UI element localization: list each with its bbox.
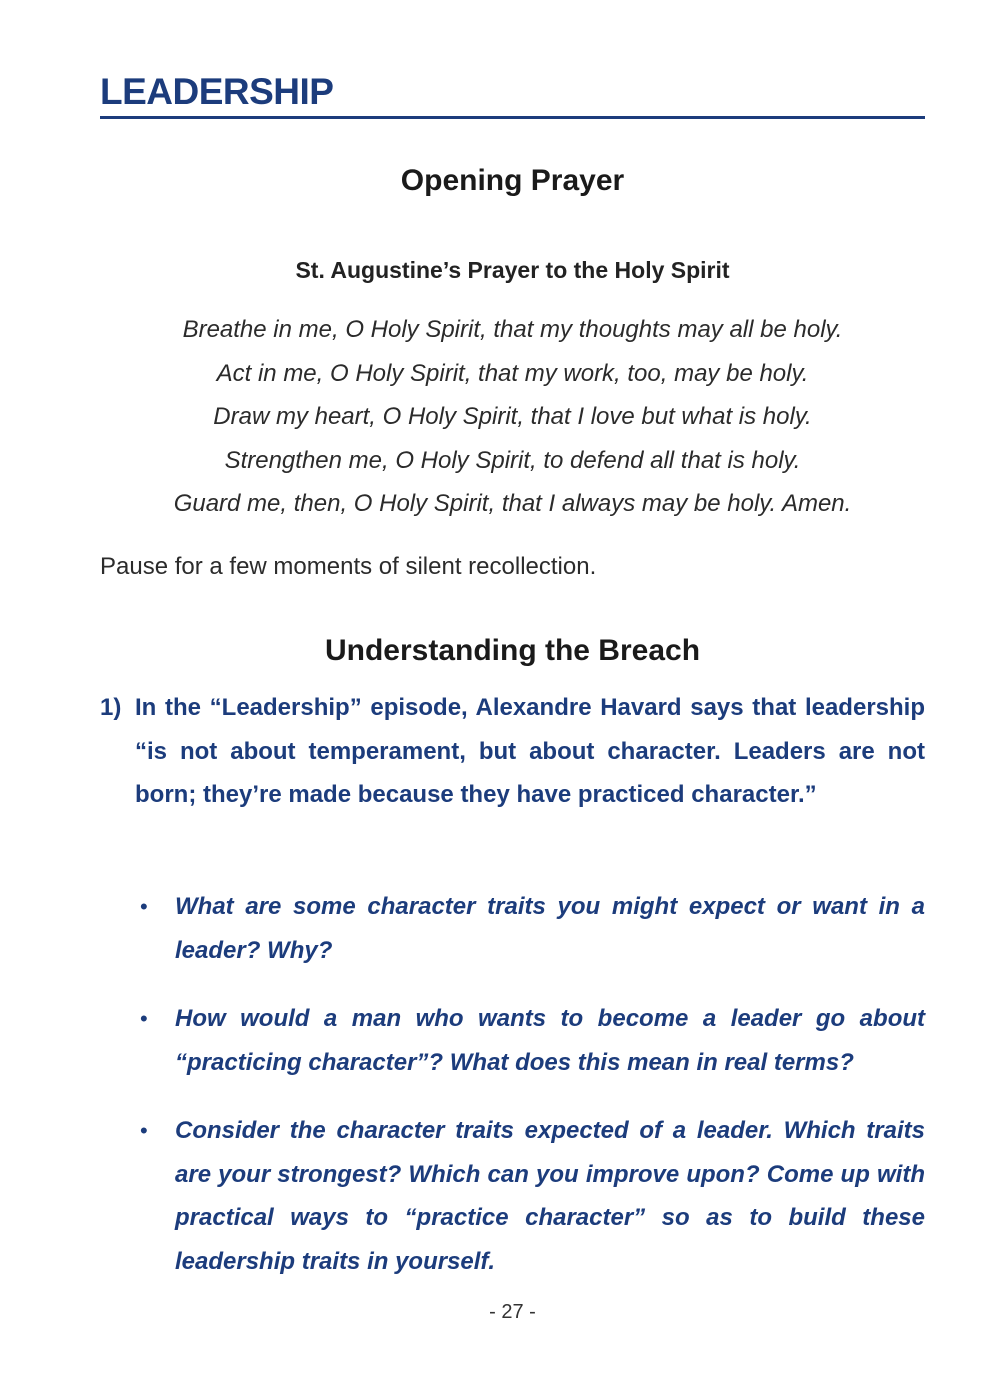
bullet-icon: • <box>140 1118 148 1143</box>
question-text: In the “Leadership” episode, Alexandre Havard says that leadership “is not about temperament, but about character. Leaders are not born; they’re made because they have practiced character.” <box>135 694 925 808</box>
sub-question <box>100 1109 925 1283</box>
prayer-text <box>100 308 925 526</box>
document-page <box>100 0 925 1400</box>
prayer-line: Strengthen me, O Holy Spirit, to defend all that is holy. <box>224 446 801 474</box>
sub-question-text: How would a man who wants to become a leader go about “practicing character”? What does this mean in real terms? <box>175 1005 925 1076</box>
prayer-line: Breathe in me, O Holy Spirit, that my thoughts may all be holy. <box>182 316 843 343</box>
page-number: - 27 - <box>489 1301 536 1323</box>
bullet-icon: • <box>140 894 148 919</box>
sub-question <box>100 997 925 1084</box>
opening-prayer-heading: Opening Prayer <box>400 164 625 197</box>
prayer-title: St. Augustine’s Prayer to the Holy Spirit <box>295 257 730 283</box>
sub-question <box>100 885 925 972</box>
sub-question-text: What are some character traits you might expect or want in a leader? Why? <box>175 893 925 964</box>
prayer-line: Guard me, then, O Holy Spirit, that I always may be holy. Amen. <box>173 490 852 517</box>
sub-question-text: Consider the character traits expected of a leader. Which traits are your strongest? Which can you improve upon? Come up with practical ways to “practice character” so as to build these leadership traits in yourself. <box>175 1117 925 1275</box>
question-number: 1) <box>100 694 122 721</box>
prayer-line: Act in me, O Holy Spirit, that my work, too, may be holy. <box>216 359 809 387</box>
chapter-header <box>100 70 925 119</box>
prayer-line: Draw my heart, O Holy Spirit, that I love but what is holy. <box>213 403 812 430</box>
chapter-title: LEADERSHIP <box>100 71 334 112</box>
understanding-heading: Understanding the Breach <box>324 634 701 667</box>
bullet-icon: • <box>140 1006 148 1031</box>
sub-question-list <box>100 885 925 1308</box>
pause-instruction: Pause for a few moments of silent recollection. <box>100 553 597 580</box>
question-1 <box>100 686 925 817</box>
